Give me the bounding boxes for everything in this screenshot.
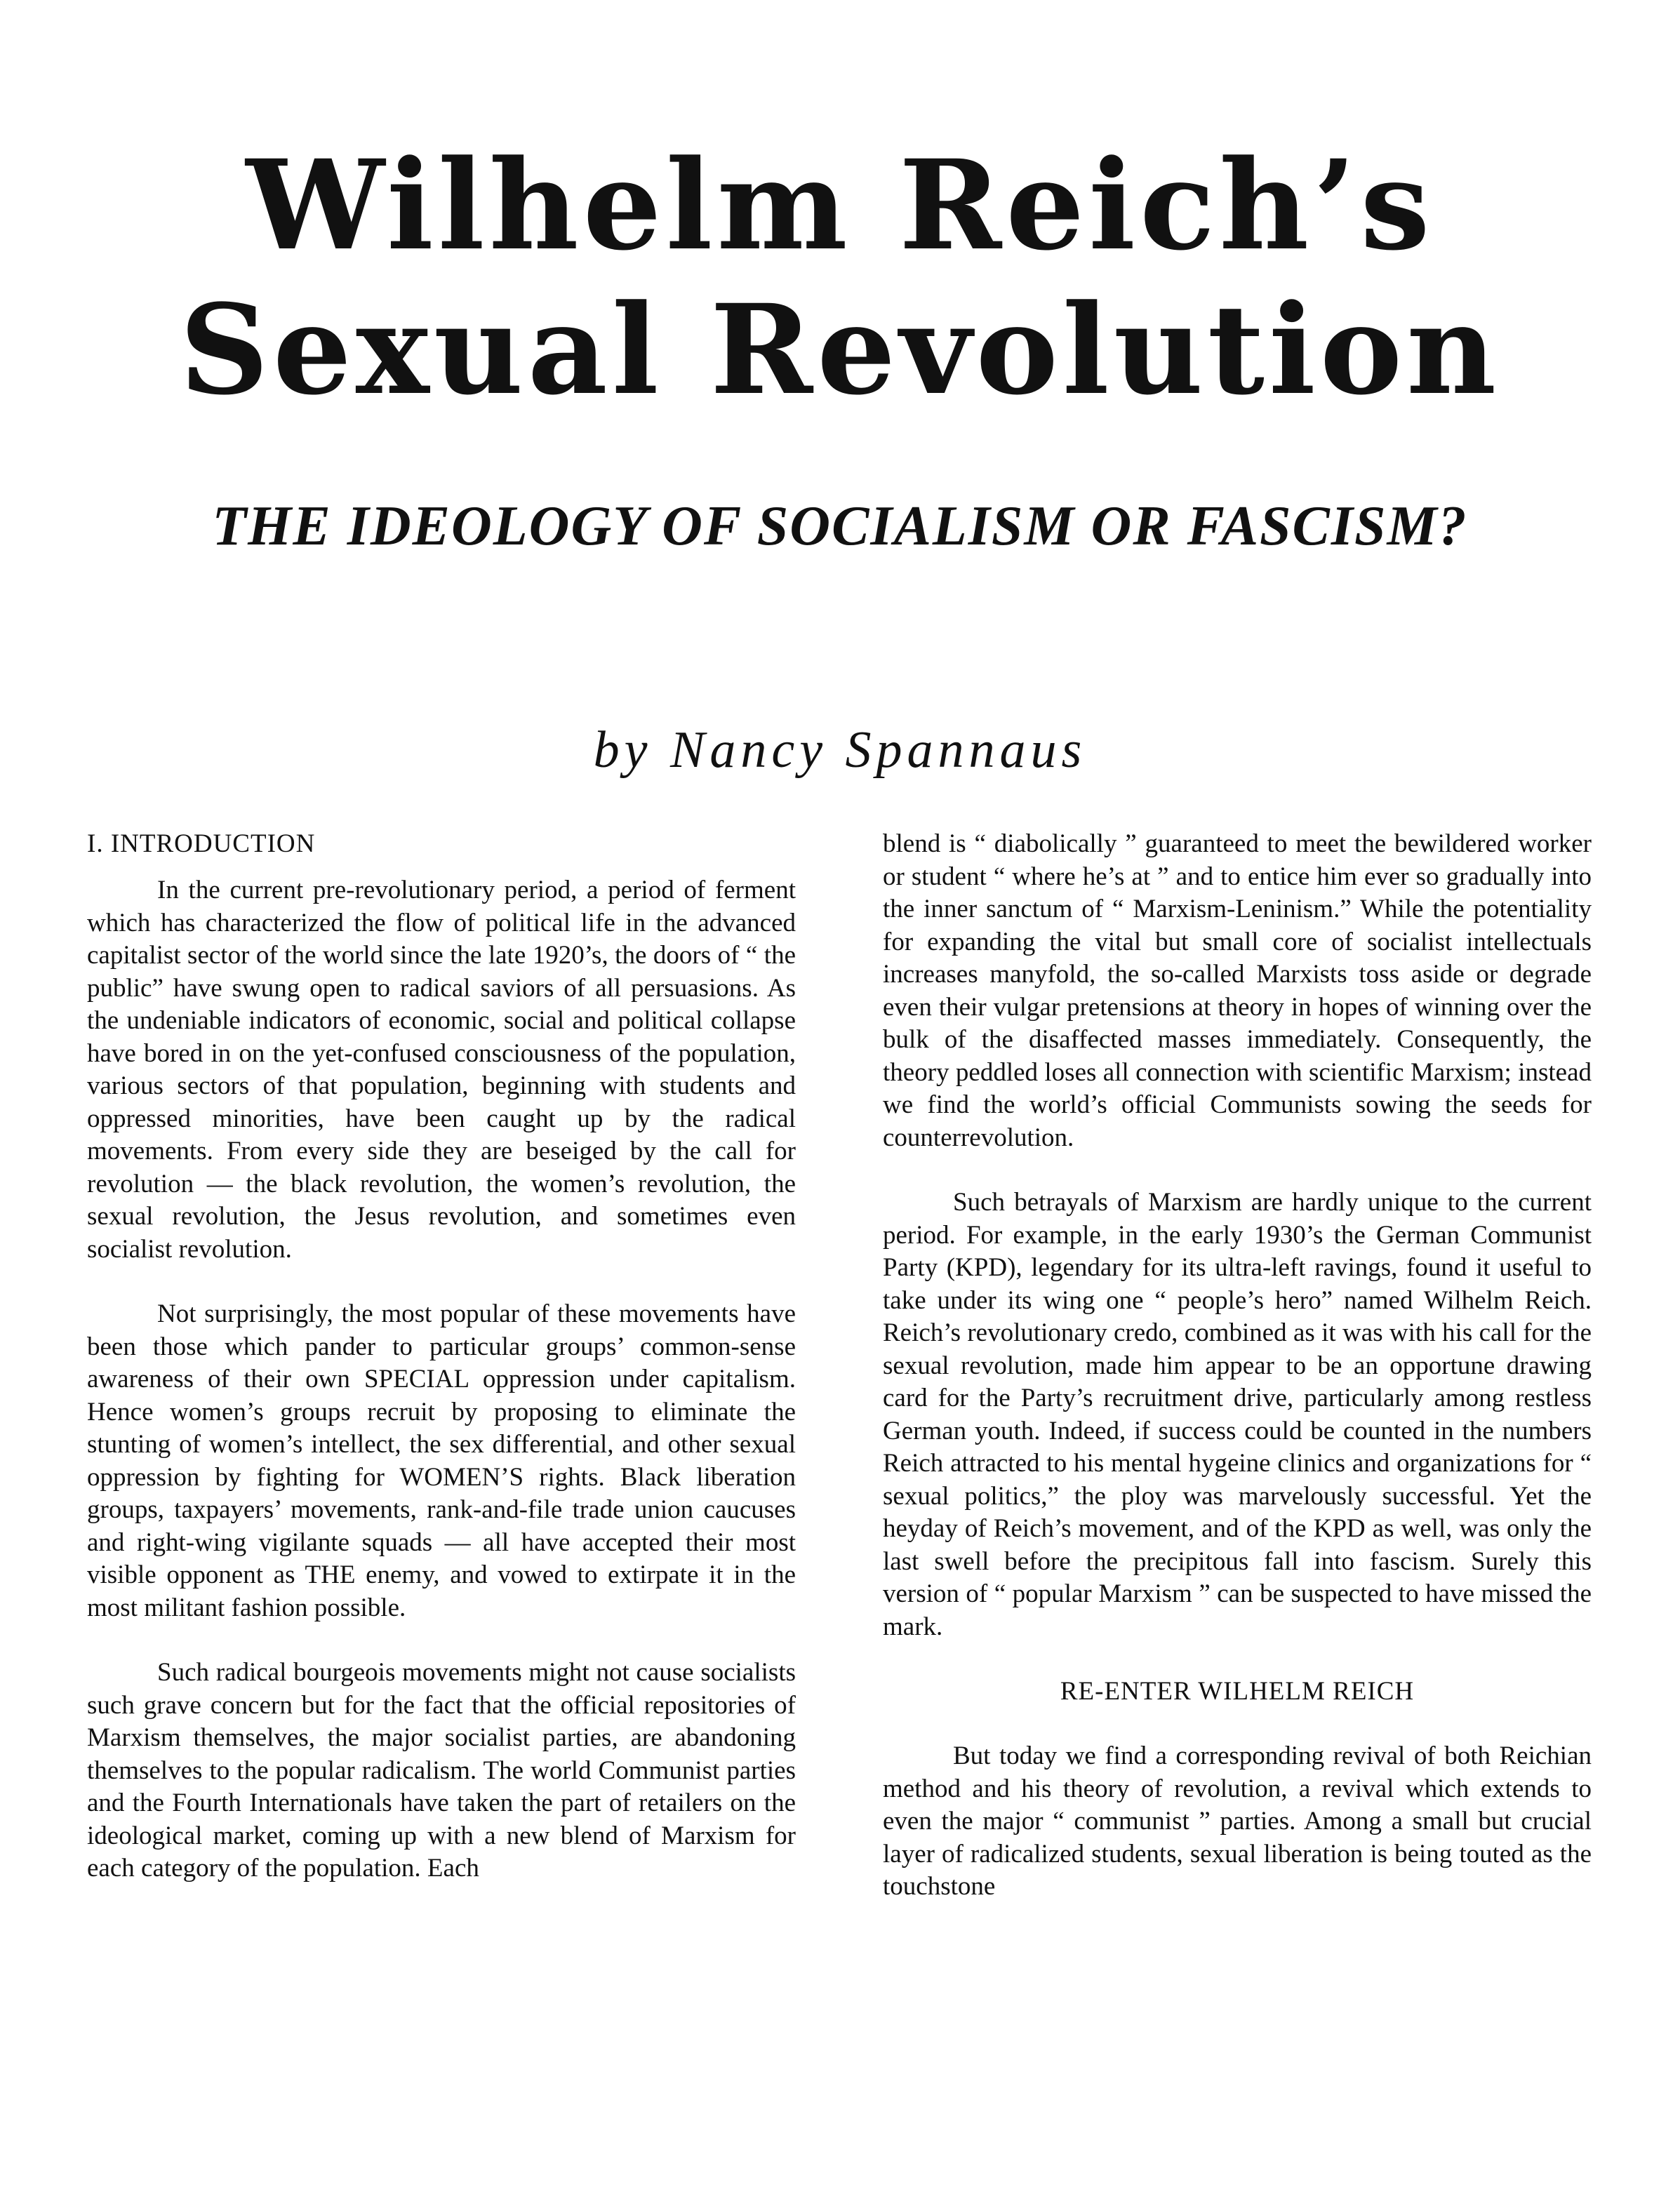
author-byline: by Nancy Spannaus (593, 721, 1087, 779)
paragraph: Not surprisingly, the most popular of these movements have been those which pander to particular groups’ common-sense awareness of their own SPECIAL oppression under capitalism. Hence women’s groups recruit by proposing to eliminate the stunting of women’s intellect, the sex differential, and other sexual oppression by fighting for WOMEN’S rights. Black liberation groups, taxpayers’ movements, rank-and-file trade union caucuses and right-wing vigilante squads — all have accepted their most visible opponent as THE enemy, and vowed to extirpate it in the most militant fashion possible. (87, 1299, 796, 1622)
paragraph: Such betrayals of Marxism are hardly unique to the current period. For example, in the early 1930’s the German Communist Party (KPD), legendary for its ultra-left ravings, found it useful to take under its wing one “ people’s hero” named Wilhelm Reich. Reich’s revolutionary credo, combined as it was with his call for the sexual revolution, made him appear to be an opportune drawing card for the Party’s recruitment drive, particularly among restless German youth. Indeed, if success could be counted in the numbers Reich attracted to his mental hygeine clinics and organizations for “ sexual politics,” the ploy was marvelously successful. Yet the heyday of Reich’s movement, and of the KPD as well, was only the last swell before the precipitous fall into fascism. Surely this version of “ popular Marxism ” can be suspected to have missed the mark. (883, 1188, 1592, 1641)
article-subtitle: THE IDEOLOGY OF SOCIALISM OR FASCISM? (212, 495, 1468, 557)
section-heading-introduction: I. INTRODUCTION (87, 829, 316, 858)
paragraph: In the current pre-revolutionary period, a period of ferment which has characterized the flow of political life in the advanced capitalist sector of the world since the late 1920’s, the doors of “ the public” have swung open to radical saviors of all persuasions. As the undeniable indicators of economic, social and political collapse have bored in on the yet-confused consciousness of the population, various sectors of that population, beginning with students and oppressed minorities, have been caught up by the radical movements. From every side they are beseiged by the call for revolution — the black revolution, the women’s revolution, the sexual revolution, the Jesus revolution, and sometimes even socialist revolution. (87, 876, 796, 1264)
section-heading-reenter: RE-ENTER WILHELM REICH (1060, 1677, 1415, 1706)
paragraph: But today we find a corresponding revival of both Reichian method and his theory of revolution, a revival which extends to even the major “ communist ” parties. Among a small but crucial layer of radicalized students, sexual liberation is being touted as the touchstone (883, 1742, 1592, 1901)
article-title-line1: Wilhelm Reich’s (246, 133, 1434, 278)
paragraph: blend is “ diabolically ” guaranteed to meet the bewildered worker or student “ where he’s at ” and to entice him ever so gradually into the inner sanctum of “ Marxism-Leninism.” While the potentiality for expanding the vital but small core of socialist intellectuals increases manyfold, the so-called Marxists toss aside or degrade even their vulgar pretensions at theory in hopes of winning over the bulk of the disaffected masses immediately. Consequently, the theory peddled loses all connection with scientific Marxism; instead we find the world’s official Communists sowing the seeds for counterrevolution. (883, 829, 1592, 1152)
article-title (0, 133, 1680, 422)
left-column (87, 828, 796, 1918)
paragraph: Such radical bourgeois movements might not cause socialists such grave concern but for the fact that the official repositories of Marxism themselves, the major socialist parties, are abandoning themselves to the popular radicalism. The world Communist parties and the Fourth Internationals have taken the part of retailers on the ideological market, coming up with a new blend of Marxism for each category of the population. Each (87, 1658, 796, 1883)
article-title-line2: Sexual Revolution (179, 277, 1501, 422)
right-column (883, 828, 1592, 1936)
